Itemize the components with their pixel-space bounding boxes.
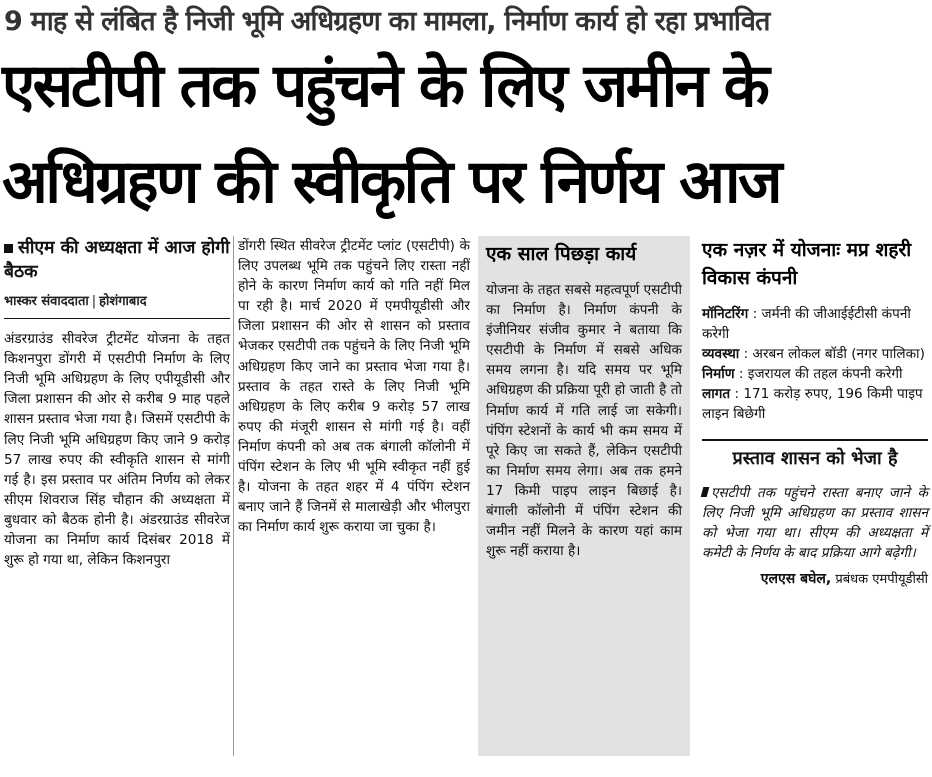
square-bullet-icon: [4, 244, 13, 253]
column-divider-1: [233, 236, 234, 756]
quote-attribution: [702, 569, 928, 590]
fact-value: : 171 करोड़ रुपए, 196 किमी पाइप लाइन बिछेगी: [702, 386, 923, 423]
fact-label: लागत: [702, 386, 731, 403]
subhead-text: सीएम की अध्यक्षता में आज होगी बैठक: [4, 238, 230, 282]
fact-item: [702, 364, 928, 384]
fact-label: निर्माण: [702, 366, 735, 383]
fact-label: व्यवस्था: [702, 346, 740, 363]
byline-separator: |: [91, 294, 97, 309]
column-2-body: डोंगरी स्थित सीवरेज ट्रीटमेंट प्लांट (एसटीपी) के लिए उपलब्ध भूमि तक पहुंचने लिए रास्ता नहीं होने के कारण निर्माण कार्य को गति नहीं मिल पा रही है। मार्च 2020 में एमपीयूडीसी और जिला प्रशासन की ओर से शासन को प्रस्ताव भेजकर एसटीपी तक पहुंचने के लिए निजी भूमि अधिग्रहण किए जाने का प्रस्ताव भेजा गया है। प्रस्ताव के तहत रास्ते के लिए निजी भूमि अधिग्रहण के लिए करीब 9 करोड़ 57 लाख रुपए की मंजूरी शासन से मांगी गई है। वहीं निर्माण कंपनी को अब तक बंगाली कॉलोनी में पंपिंग स्टेशन के लिए भी भूमि स्वीकृत नहीं हुई है। योजना के तहत शहर में 4 पंपिंग स्टेशन बनाए जाने हैं जिनमें से मालाखेड़ी और भीलपुरा का निर्माण कार्य शुरू कराया जा चुका है।: [238, 238, 470, 536]
byline-place: होशंगाबाद: [99, 294, 147, 309]
fact-item: [702, 384, 928, 424]
main-headline-line-2: अधिग्रहण की स्वीकृति पर निर्णय आज: [2, 147, 780, 217]
kicker-headline: 9 माह से लंबित है निजी भूमि अधिग्रहण का मामला, निर्माण कार्य हो रहा प्रभावित: [4, 6, 770, 37]
sidebar-box-delayed-work: [478, 236, 690, 756]
quote-box: [702, 439, 928, 591]
column-1: [4, 236, 230, 570]
byline: [4, 292, 230, 319]
quote-box-heading: प्रस्ताव शासन को भेजा है: [732, 447, 898, 469]
quote-mark-icon: [701, 487, 710, 497]
info-box-heading: एक नज़र में योजनाः मप्र शहरी विकास कंपनी: [702, 239, 912, 289]
sidebar-box-heading: एक साल पिछड़ा कार्य: [486, 243, 637, 265]
column-2: [238, 236, 470, 537]
fact-value: : जर्मनी की जीआईईटीसी कंपनी करेगी: [702, 306, 911, 343]
column-4-info-box: [702, 236, 928, 590]
fact-item: [702, 304, 928, 344]
quote-name: एलएस बघेल,: [760, 571, 832, 588]
fact-value: : इजरायल की तहल कंपनी करेगी: [738, 366, 903, 383]
quote-text-block: [702, 483, 928, 563]
byline-agency: भास्कर संवाददाता: [4, 294, 89, 309]
fact-value: : अरबन लोकल बॉडी (नगर पालिका): [743, 346, 925, 363]
column-1-body: अंडरग्राउंड सीवरेज ट्रीटमेंट योजना के तहत किशनपुरा डोंगरी में एसटीपी निर्माण के लिए निजी भूमि अधिग्रहण के लिए एपीयूडीसी और जिला प्रशासन की ओर से करीब 9 माह पहले शासन प्रस्ताव भेजा गया है। जिसमें एसटीपी के लिए निजी भूमि अधिग्रहण किए जाने 9 करोड़ 57 लाख रुपए की स्वीकृति शासन से मांगी गई है। इस प्रस्ताव पर अंतिम निर्णय को लेकर सीएम शिवराज सिंह चौहान की अध्यक्षता में बुधवार को बैठक होनी है। अंडरग्राउंड सीवरेज योजना का निर्माण कार्य दिसंबर 2018 में शुरू हो गया था, लेकिन किशनपुरा: [4, 331, 230, 569]
quote-text: एसटीपी तक पहुंचने रास्ता बनाए जाने के लिए निजी भूमि अधिग्रहण का प्रस्ताव शासन को भेजा गया था। सीएम की अध्यक्षता में कमेटी के निर्णय के बाद प्रक्रिया आगे बढ़ेगी।: [702, 484, 928, 561]
fact-item: [702, 344, 928, 364]
fact-label: मॉनिटरिंग: [702, 306, 749, 322]
column-1-subhead: [4, 236, 230, 284]
sidebar-box-body: योजना के तहत सबसे महत्वपूर्ण एसटीपी का निर्माण है। निर्माण कंपनी के इंजीनियर संजीव कुमार ने बताया कि एसटीपी के निर्माण में सबसे अधिक समय लगना है। यदि समय पर भूमि अधिग्रहण की प्रक्रिया पूरी हो जाती है तो निर्माण कार्य में गति लाई जा सकेगी। पंपिंग स्टेशनों के कार्य भी कम समय में पूरे किए जा सकते हैं, लेकिन एसटीपी का निर्माण समय लेगा। अब तक हमने 17 किमी पाइप लाइन बिछाई है। बंगाली कॉलोनी में पंपिंग स्टेशन की जमीन नहीं मिलने के कारण यहां काम शुरू नहीं कराया है।: [486, 282, 682, 560]
quote-role: प्रबंधक एमपीयूडीसी: [835, 572, 928, 588]
main-headline-line-1: एसटीपी तक पहुंचने के लिए जमीन के: [2, 51, 768, 121]
